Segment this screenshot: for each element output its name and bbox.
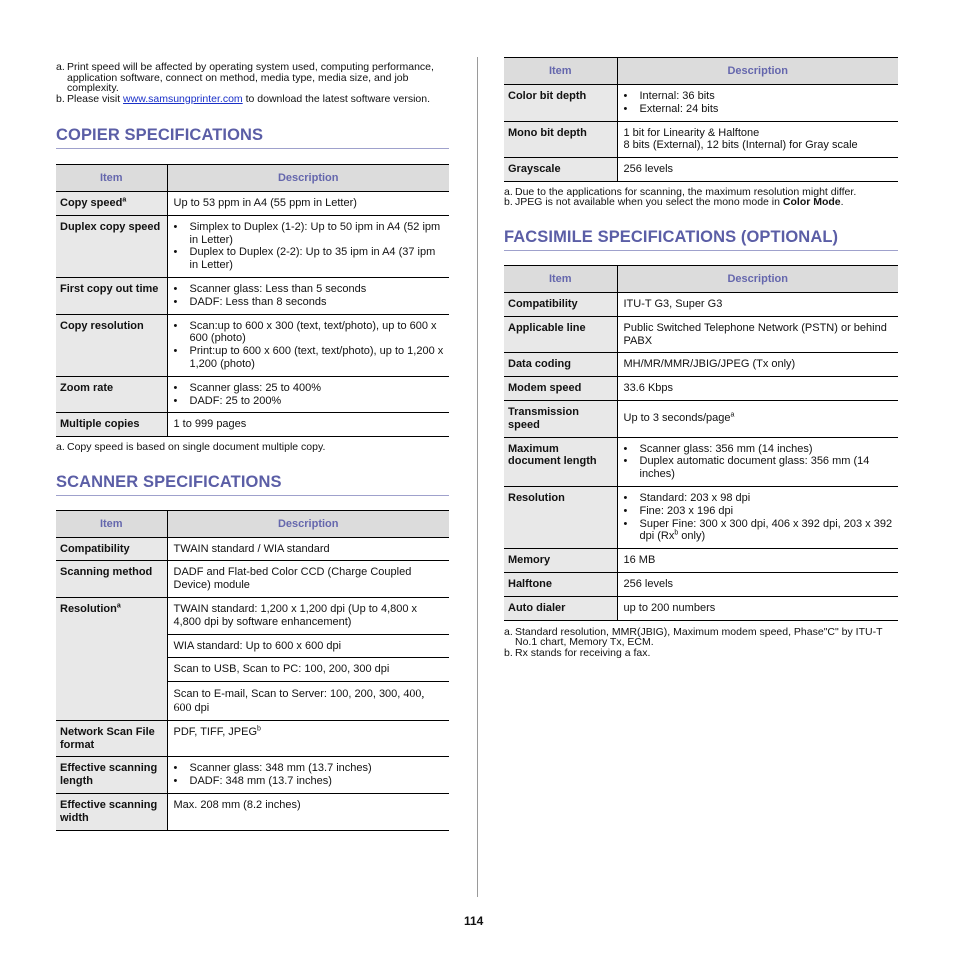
row-value: 256 levels [617, 572, 898, 596]
footnote [56, 62, 449, 94]
table-row [504, 316, 898, 353]
list-item: • Print:up to 600 x 600 (text, text/photo), up to 1,200 x 1,200 (photo) [174, 345, 446, 371]
list-item: • Scanner glass: Less than 5 seconds [174, 283, 446, 296]
row-label-text: Copy speed [60, 197, 123, 209]
scanner-spec-table-continued [504, 57, 898, 182]
row-value: TWAIN standard / WIA standard [167, 537, 449, 561]
row-value [167, 720, 449, 757]
row-label: Duplex copy speed [56, 215, 167, 277]
row-label: Scanning method [56, 561, 167, 598]
row-label: Zoom rate [56, 376, 167, 413]
row-label: Compatibility [56, 537, 167, 561]
row-value-line: 1 bit for Linearity & Halftone [623, 126, 760, 139]
print-speed-notes [56, 62, 449, 104]
fax-spec-table [504, 265, 898, 621]
row-label [56, 598, 167, 721]
table-row [56, 720, 449, 757]
footnote [56, 442, 449, 453]
list-item: • Scanner glass: 348 mm (13.7 inches) [174, 762, 446, 775]
row-value [167, 277, 449, 314]
row-value: DADF and Flat-bed Color CCD (Charge Coupled Device) module [167, 561, 449, 598]
footnote-marker: a. [56, 441, 65, 454]
row-value [167, 376, 449, 413]
scanner-spec-table [56, 510, 449, 831]
list-item-text: Super Fine: 300 x 300 dpi, 406 x 392 dpi, 203 x 392 dpi (Rx [639, 517, 893, 543]
column-header-item: Item [56, 165, 167, 192]
row-value [617, 437, 898, 486]
row-label: Memory [504, 549, 617, 573]
column-header-description: Description [167, 165, 449, 192]
table-row [56, 192, 449, 216]
footnote-text-end: . [840, 196, 844, 209]
row-label-text: Resolution [60, 603, 117, 616]
copier-notes [56, 442, 449, 453]
list-item-text-end: only) [678, 530, 706, 543]
footnote-marker: a. [56, 61, 65, 73]
row-value: 1 to 999 pages [167, 413, 449, 437]
row-value: Public Switched Telephone Network (PSTN) or behind PABX [617, 316, 898, 353]
table-row [56, 215, 449, 277]
footnote-ref: a [116, 602, 121, 610]
row-label: Network Scan File format [56, 720, 167, 757]
copier-spec-heading: COPIER SPECIFICATIONS [56, 126, 449, 149]
table-row [56, 277, 449, 314]
row-label: Transmission speed [504, 400, 617, 437]
list-item: • Scanner glass: 25 to 400% [174, 382, 446, 395]
footnote-text: Standard resolution, MMR(JBIG), Maximum modem speed, Phase"C" by ITU-T No.1 chart, Memory Tx, ECM. [515, 625, 883, 649]
table-row [504, 121, 898, 158]
row-label: Applicable line [504, 316, 617, 353]
list-item: • DADF: 25 to 200% [174, 395, 446, 408]
row-label: Grayscale [504, 158, 617, 182]
row-value-serif: 400, 600 [173, 686, 425, 715]
table-row [56, 561, 449, 598]
column-divider [477, 57, 478, 897]
column-header-description: Description [617, 265, 898, 292]
table-row [504, 158, 898, 182]
table-row [504, 85, 898, 122]
list-item: • DADF: 348 mm (13.7 inches) [174, 775, 446, 788]
row-label: Effective scanning width [56, 794, 167, 831]
table-row [56, 537, 449, 561]
row-label [56, 192, 167, 216]
row-value [617, 486, 898, 548]
footnote-text: Print speed will be affected by operating system used, computing performance, application software, connect on method, media type, media size, and job complexity. [67, 61, 434, 94]
table-row [56, 376, 449, 413]
scanner-notes [504, 187, 898, 208]
page-number: 114 [464, 914, 484, 928]
row-value: 33.6 Kbps [617, 377, 898, 401]
list-item: • Scanner glass: 356 mm (14 inches) [624, 443, 895, 456]
table-header-row [504, 58, 898, 85]
color-mode-term: Color Mode [782, 196, 841, 209]
table-row [504, 400, 898, 437]
row-value: 256 levels [617, 158, 898, 182]
footnote [504, 648, 898, 659]
row-value: ITU-T G3, Super G3 [617, 292, 898, 316]
row-label: Multiple copies [56, 413, 167, 437]
row-label: Compatibility [504, 292, 617, 316]
column-header-item: Item [56, 510, 167, 537]
list-item [624, 518, 895, 544]
column-header-item: Item [504, 265, 617, 292]
table-row [504, 353, 898, 377]
row-label: Copy resolution [56, 314, 167, 376]
footnote-marker: b. [56, 92, 65, 105]
row-label: Modem speed [504, 377, 617, 401]
row-value [617, 121, 898, 158]
footnote-ref: b [257, 725, 261, 733]
footnote-ref: b [674, 529, 679, 537]
row-value: 16 MB [617, 549, 898, 573]
footnote-marker: a. [504, 625, 513, 638]
table-row [504, 437, 898, 486]
footnote-text [67, 94, 430, 105]
row-value-text: PDF, TIFF, JPEG [173, 725, 258, 738]
list-item: • Fine: 203 x 196 dpi [624, 505, 895, 518]
footnote-text-pre: Please visit [67, 92, 124, 105]
row-value: WIA standard: Up to 600 x 600 dpi [167, 634, 449, 658]
list-item: • Scan:up to 600 x 300 (text, text/photo), up to 600 x 600 (photo) [174, 320, 446, 346]
row-value-unit: dpi [191, 702, 210, 715]
column-header-item: Item [504, 58, 617, 85]
column-header-description: Description [617, 58, 898, 85]
column-header-description: Description [167, 510, 449, 537]
list-item: • Standard: 203 x 98 dpi [624, 492, 895, 505]
scanner-spec-heading: SCANNER SPECIFICATIONS [56, 473, 449, 496]
footnote-marker: a. [504, 185, 513, 198]
table-header-row [56, 165, 449, 192]
row-value: Scan to USB, Scan to PC: 100, 200, 300 dpi [167, 658, 449, 682]
list-item: • DADF: Less than 8 seconds [174, 296, 446, 309]
row-value: up to 200 numbers [617, 596, 898, 620]
table-row [56, 757, 449, 794]
row-label: Maximum document length [504, 437, 617, 486]
table-header-row [504, 265, 898, 292]
fax-spec-heading: FACSIMILE SPECIFICATIONS (OPTIONAL) [504, 228, 898, 251]
table-row [56, 794, 449, 831]
footnote-ref: a [730, 411, 735, 419]
row-label: Resolution [504, 486, 617, 548]
table-row [504, 292, 898, 316]
footnote [504, 627, 898, 648]
row-label: Data coding [504, 353, 617, 377]
footnote-text: Rx stands for receiving a fax. [515, 646, 651, 659]
table-row [504, 572, 898, 596]
footnote-text [515, 197, 844, 208]
table-header-row [56, 510, 449, 537]
list-item: • Duplex to Duplex (2-2): Up to 35 ipm in A4 (37 ipm in Letter) [174, 246, 446, 272]
footnote-text-post: to download the latest software version. [242, 92, 431, 105]
footnote-ref: a [122, 196, 127, 204]
table-row [504, 549, 898, 573]
row-value: Max. 208 mm (8.2 inches) [167, 794, 449, 831]
table-row [56, 413, 449, 437]
row-value [167, 215, 449, 277]
footnote [504, 197, 898, 208]
footnote-text: Due to the applications for scanning, the maximum resolution might differ. [515, 185, 857, 198]
row-value: TWAIN standard: 1,200 x 1,200 dpi (Up to 4,800 x 4,800 dpi by software enhancement) [167, 598, 449, 635]
row-label: First copy out time [56, 277, 167, 314]
row-value-line: 8 bits (External), 12 bits (Internal) for Gray scale [623, 139, 858, 152]
copier-spec-table [56, 164, 449, 437]
footnote [56, 94, 449, 105]
list-item: • Internal: 36 bits [624, 90, 895, 103]
right-column [504, 57, 898, 658]
row-value [617, 400, 898, 437]
row-label: Color bit depth [504, 85, 617, 122]
row-label: Mono bit depth [504, 121, 617, 158]
footnote-text-pre: JPEG is not available when you select the mono mode in [515, 196, 783, 209]
table-row [56, 598, 449, 635]
row-value [167, 757, 449, 794]
row-value-text: Up to 3 seconds/page [623, 412, 731, 425]
row-value [167, 682, 449, 721]
list-item: • Simplex to Duplex (1-2): Up to 50 ipm in A4 (52 ipm in Letter) [174, 221, 446, 247]
row-value: MH/MR/MMR/JBIG/JPEG (Tx only) [617, 353, 898, 377]
footnote-text: Copy speed is based on single document multiple copy. [67, 441, 326, 454]
fax-notes [504, 627, 898, 659]
row-value: Up to 53 ppm in A4 (55 ppm in Letter) [167, 192, 449, 216]
row-label: Auto dialer [504, 596, 617, 620]
footnote-marker: b. [504, 196, 513, 209]
row-value-text: Scan to E-mail, Scan to Server: 100, 200, 300, [173, 688, 404, 701]
table-row [56, 314, 449, 376]
list-item: • Duplex automatic document glass: 356 mm (14 inches) [624, 455, 895, 481]
samsung-printer-link[interactable]: www.samsungprinter.com [123, 92, 243, 105]
table-row [504, 377, 898, 401]
table-row [504, 486, 898, 548]
row-label: Effective scanning length [56, 757, 167, 794]
left-column [56, 62, 449, 831]
row-value [617, 85, 898, 122]
list-item: • External: 24 bits [624, 103, 895, 116]
row-label: Halftone [504, 572, 617, 596]
footnote-marker: b. [504, 646, 513, 659]
row-value [167, 314, 449, 376]
table-row [504, 596, 898, 620]
